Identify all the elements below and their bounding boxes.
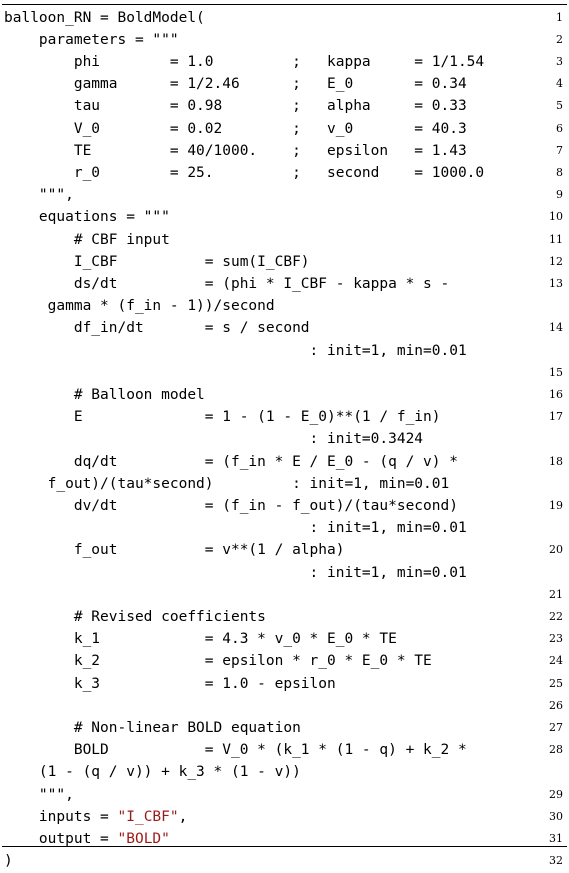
code-segment: (1 - (q / v)) + k_3 * (1 - v)) <box>4 764 301 781</box>
code-text <box>4 7 205 30</box>
code-text <box>4 384 205 407</box>
line-number: 13 <box>549 276 563 290</box>
code-text <box>4 473 449 496</box>
line-number: 25 <box>549 676 563 690</box>
code-line <box>4 406 563 429</box>
code-text <box>4 784 74 807</box>
code-line <box>4 584 563 607</box>
code-segment: dv/dt = (f_in - f_out)/(tau*second) <box>4 497 458 514</box>
code-line <box>4 562 563 585</box>
code-segment: gamma = 1/2.46 ; E_0 = 0.34 <box>4 76 467 93</box>
code-line <box>4 251 563 274</box>
string-literal: "BOLD" <box>117 830 170 847</box>
code-line <box>4 739 563 762</box>
code-segment: r_0 = 25. ; second = 1000.0 <box>4 164 485 181</box>
code-text <box>4 295 275 318</box>
line-number: 1 <box>556 10 563 24</box>
code-segment: , <box>178 808 188 825</box>
line-number: 2 <box>556 32 563 46</box>
code-line <box>4 273 563 296</box>
code-segment: f_out)/(tau*second) : init=1, min=0.01 <box>4 475 450 492</box>
code-line <box>4 695 563 718</box>
code-text <box>4 162 484 185</box>
code-text <box>4 673 336 696</box>
line-number: 8 <box>556 165 563 179</box>
code-segment: output = <box>4 830 118 847</box>
line-number: 20 <box>549 543 563 557</box>
code-segment: ) <box>4 853 13 870</box>
code-line <box>4 384 563 407</box>
code-text <box>4 95 467 118</box>
line-number: 14 <box>549 321 563 335</box>
code-line <box>4 362 563 385</box>
code-text <box>4 495 458 518</box>
line-number: 21 <box>549 587 563 601</box>
code-line <box>4 784 563 807</box>
code-line <box>4 206 563 229</box>
line-number: 30 <box>549 809 563 823</box>
code-text <box>4 606 266 629</box>
code-line <box>4 650 563 673</box>
code-text <box>4 29 179 52</box>
code-text <box>4 650 432 673</box>
code-line <box>4 7 563 30</box>
code-segment: k_1 = 4.3 * v_0 * E_0 * TE <box>4 631 397 648</box>
line-number: 24 <box>549 654 563 668</box>
code-segment: # Balloon model <box>4 386 205 403</box>
code-line <box>4 162 563 185</box>
code-text <box>4 428 423 451</box>
code-segment: parameters = """ <box>4 31 179 48</box>
code-segment: TE = 40/1000. ; epsilon = 1.43 <box>4 142 467 159</box>
code-line <box>4 73 563 96</box>
line-number: 18 <box>549 454 563 468</box>
code-line <box>4 29 563 52</box>
code-segment: # Non-linear BOLD equation <box>4 719 301 736</box>
line-number: 16 <box>549 387 563 401</box>
code-segment: : init=1, min=0.01 <box>4 564 467 581</box>
code-line <box>4 761 563 784</box>
code-segment: """, <box>4 786 74 803</box>
code-line <box>4 51 563 74</box>
code-line <box>4 828 563 851</box>
line-number: 3 <box>556 54 563 68</box>
code-text <box>4 51 484 74</box>
line-number: 31 <box>549 831 563 845</box>
code-text <box>4 850 13 873</box>
code-line <box>4 451 563 474</box>
code-line <box>4 495 563 518</box>
code-segment: equations = """ <box>4 209 170 226</box>
code-line <box>4 428 563 451</box>
code-line <box>4 606 563 629</box>
code-line <box>4 118 563 141</box>
code-segment: gamma * (f_in - 1))/second <box>4 298 275 315</box>
code-text <box>4 273 449 296</box>
code-segment: inputs = <box>4 808 118 825</box>
code-segment: BOLD = V_0 * (k_1 * (1 - q) + k_2 * <box>4 742 467 759</box>
code-text <box>4 118 467 141</box>
code-line <box>4 539 563 562</box>
code-segment: k_2 = epsilon * r_0 * E_0 * TE <box>4 653 432 670</box>
code-text <box>4 717 301 740</box>
code-text <box>4 206 170 229</box>
code-text <box>4 517 467 540</box>
line-number: 32 <box>549 854 563 868</box>
code-segment: phi = 1.0 ; kappa = 1/1.54 <box>4 53 485 70</box>
code-line <box>4 850 563 873</box>
code-text <box>4 184 74 207</box>
line-number: 5 <box>556 99 563 113</box>
code-line <box>4 806 563 829</box>
line-number: 19 <box>549 498 563 512</box>
code-line <box>4 473 563 496</box>
code-segment: df_in/dt = s / second <box>4 320 310 337</box>
code-text <box>4 340 467 363</box>
code-text <box>4 562 467 585</box>
code-line <box>4 140 563 163</box>
code-text <box>4 317 310 340</box>
line-number: 10 <box>549 210 563 224</box>
code-line <box>4 295 563 318</box>
line-number: 4 <box>556 77 563 91</box>
code-text <box>4 761 301 784</box>
code-segment: dq/dt = (f_in * E / E_0 - (q / v) * <box>4 453 458 470</box>
code-text <box>4 539 344 562</box>
code-segment: k_3 = 1.0 - epsilon <box>4 675 336 692</box>
code-line <box>4 628 563 651</box>
code-text <box>4 739 467 762</box>
code-text <box>4 628 397 651</box>
code-segment: f_out = v**(1 / alpha) <box>4 542 345 559</box>
line-number: 15 <box>549 365 563 379</box>
line-number: 11 <box>549 232 563 246</box>
code-text <box>4 451 458 474</box>
code-text <box>4 406 441 429</box>
code-segment: tau = 0.98 ; alpha = 0.33 <box>4 98 467 115</box>
code-segment: """, <box>4 187 74 204</box>
line-number: 9 <box>556 188 563 202</box>
code-text <box>4 828 170 851</box>
code-line <box>4 317 563 340</box>
code-segment: : init=1, min=0.01 <box>4 342 467 359</box>
code-text <box>4 806 187 829</box>
code-segment: : init=1, min=0.01 <box>4 520 467 537</box>
code-segment: balloon_RN = BoldModel( <box>4 9 205 26</box>
line-number: 7 <box>556 143 563 157</box>
code-line <box>4 717 563 740</box>
bottom-rule <box>2 846 567 847</box>
code-segment: V_0 = 0.02 ; v_0 = 40.3 <box>4 120 467 137</box>
code-segment: E = 1 - (1 - E_0)**(1 / f_in) <box>4 409 441 426</box>
code-line <box>4 95 563 118</box>
line-number: 23 <box>549 632 563 646</box>
code-segment: ds/dt = (phi * I_CBF - kappa * s - <box>4 275 450 292</box>
code-line <box>4 517 563 540</box>
code-line <box>4 229 563 252</box>
string-literal: "I_CBF" <box>117 808 179 825</box>
line-number: 28 <box>549 743 563 757</box>
line-number: 26 <box>549 698 563 712</box>
line-number: 22 <box>549 609 563 623</box>
code-text <box>4 229 170 252</box>
line-number: 29 <box>549 787 563 801</box>
code-line <box>4 184 563 207</box>
top-rule <box>2 4 567 5</box>
line-number: 17 <box>549 410 563 424</box>
line-number: 6 <box>556 121 563 135</box>
code-line <box>4 673 563 696</box>
code-text <box>4 140 467 163</box>
code-segment: I_CBF = sum(I_CBF) <box>4 253 310 270</box>
code-segment: : init=0.3424 <box>4 431 424 448</box>
code-line <box>4 340 563 363</box>
code-segment: # CBF input <box>4 231 170 248</box>
code-text <box>4 73 467 96</box>
line-number: 27 <box>549 720 563 734</box>
line-number: 12 <box>549 254 563 268</box>
code-text <box>4 251 310 274</box>
code-segment: # Revised coefficients <box>4 608 266 625</box>
